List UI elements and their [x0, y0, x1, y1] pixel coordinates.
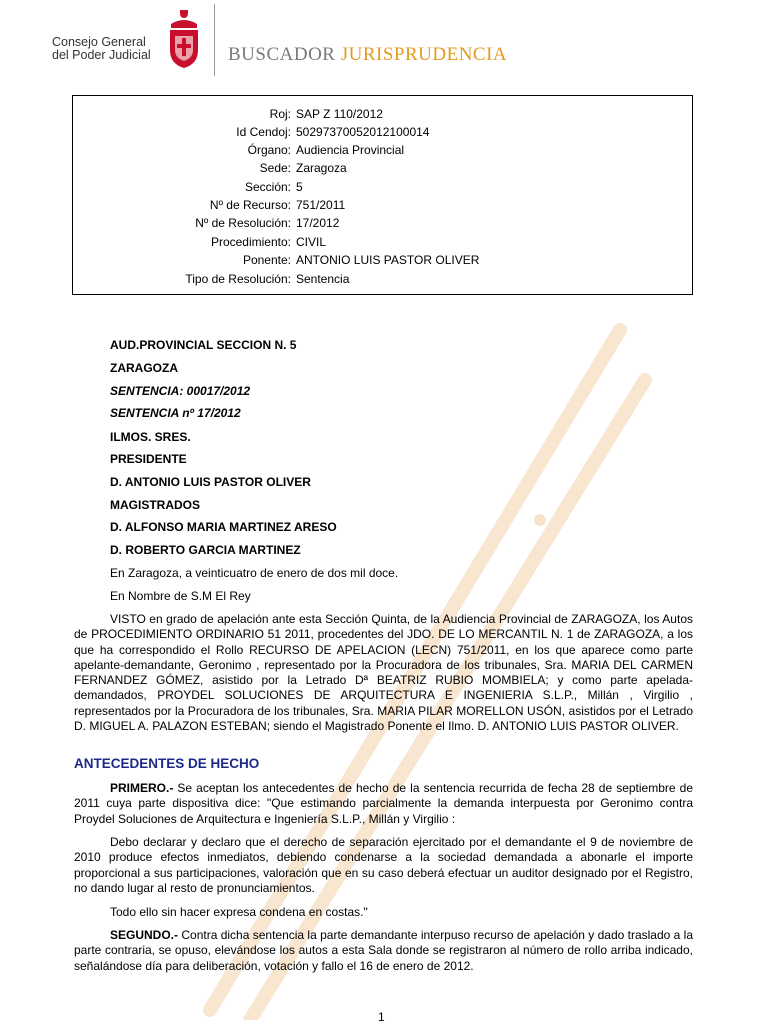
meta-value: SAP Z 110/2012	[296, 107, 383, 121]
magistrates-heading: MAGISTRADOS	[110, 498, 200, 512]
meta-value: 751/2011	[296, 198, 346, 212]
court-heading: AUD.PROVINCIAL SECCION N. 5	[110, 338, 297, 352]
brand-title	[228, 44, 507, 66]
meta-label: Nº de Resolución:	[195, 216, 291, 230]
brand-part1: BUSCADOR	[228, 44, 341, 65]
city-heading: ZARAGOZA	[110, 361, 178, 375]
sentence-number-alt: SENTENCIA nº 17/2012	[110, 406, 241, 420]
meta-value: ANTONIO LUIS PASTOR OLIVER	[296, 253, 480, 267]
in-name-of-king: En Nombre de S.M El Rey	[110, 589, 251, 603]
meta-value: Sentencia	[296, 272, 350, 286]
segundo-text: Contra dicha sentencia la parte demandante interpuso recurso de apelación y dado traslado a la parte contraria, se opuso, elevándose los autos a esta Sala donde se registraron al número de rollo arriba indicado, señalándose día para deliberación, votación y fallo el 16 de enero de 2012.	[74, 928, 694, 973]
president-name: D. ANTONIO LUIS PASTOR OLIVER	[110, 475, 311, 489]
judges-heading: ILMOS. SRES.	[110, 430, 191, 444]
page-header	[0, 0, 768, 80]
meta-label: Nº de Recurso:	[209, 198, 291, 212]
primero-text: Se aceptan los antecedentes de hecho de la sentencia recurrida de fecha 28 de septiembre de 2011 cuya parte dispositiva dice: "Que estimando parcialmente la demanda interpuesta por Geronimo contra Proydel Soluciones de Arquitectura e Ingeniería S.L.P., Millán y Virgilio :	[74, 781, 693, 826]
sentence-number: SENTENCIA: 00017/2012	[110, 384, 251, 398]
org-name	[52, 36, 151, 62]
meta-value: 50297370052012100014	[296, 125, 430, 139]
magistrate-name: D. ROBERTO GARCIA MARTINEZ	[110, 543, 301, 557]
meta-value: 5	[296, 180, 303, 194]
meta-label: Procedimiento:	[210, 235, 291, 249]
primero-paragraph	[74, 781, 693, 827]
section-title: ANTECEDENTES DE HECHO	[74, 756, 260, 771]
meta-label: Roj:	[269, 107, 291, 121]
meta-label: Órgano:	[247, 143, 291, 157]
meta-label: Sede:	[259, 161, 291, 175]
visto-paragraph: VISTO en grado de apelación ante esta Sección Quinta, de la Audiencia Provincial de ZARAGOZA, los Autos de PROCEDIMIENTO ORDINARIO 51 2011, procedentes del JDO. DE LO MERCANTIL N. 1 de ZARAGOZA, a los que ha correspondido el Rollo RECURSO DE APELACION (LECN) 751/2011, en los que aparece como parte apelante-demandante, Geronimo , representado por la Procuradora de los tribunales, Sra. MARIA DEL CARMEN FERNANDEZ GÓMEZ, asistido por la Letrado Dª BEATRIZ RUBIO MOMBIELA; y como parte apelada-demandados, PROYDEL SOLUCIONES DE ARQUITECTURA E INGENIERIA S.L.P., Millán , Virgilio , representados por la Procuradora de los tribunales, Sra. MARIA PILAR MORELLON USÓN, asistidos por el Letrado D. MIGUEL A. PALAZON ESTEBAN; siendo el Magistrado Ponente el Ilmo. D. ANTONIO LUIS PASTOR OLIVER.	[74, 612, 693, 734]
meta-value: 17/2012	[296, 216, 340, 230]
coat-of-arms-icon	[165, 6, 203, 70]
president-heading: PRESIDENTE	[110, 452, 187, 466]
todo-paragraph: Todo ello sin hacer expresa condena en costas."	[110, 905, 368, 919]
meta-value: CIVIL	[296, 235, 327, 249]
meta-value: Zaragoza	[296, 161, 347, 175]
page-number: 1	[378, 1010, 385, 1024]
place-date: En Zaragoza, a veinticuatro de enero de dos mil doce.	[110, 566, 399, 580]
magistrate-name: D. ALFONSO MARIA MARTINEZ ARESO	[110, 520, 337, 534]
org-name-line2: del Poder Judicial	[52, 48, 151, 62]
segundo-paragraph	[74, 928, 693, 974]
meta-label: Tipo de Resolución:	[185, 272, 291, 286]
segundo-label: SEGUNDO.-	[110, 928, 179, 942]
metadata-box	[72, 95, 693, 295]
primero-label: PRIMERO.-	[110, 781, 174, 795]
header-divider	[214, 4, 215, 76]
meta-value: Audiencia Provincial	[296, 143, 405, 157]
meta-label: Ponente:	[242, 253, 291, 267]
debo-paragraph: Debo declarar y declaro que el derecho de separación ejercitado por el demandante el 9 de noviembre de 2010 produce efectos inmediatos, debiendo condenarse a la sociedad demandada a abonarle el importe proporcional a sus participaciones, valoración que en su caso deberá efectuar un auditor designado por el Registro, no dando lugar al resto de pronunciamientos.	[74, 835, 693, 895]
brand-part2: JURISPRUDENCIA	[340, 44, 508, 65]
meta-label: Id Cendoj:	[236, 125, 291, 139]
meta-label: Sección:	[244, 180, 291, 194]
org-name-line1: Consejo General	[52, 35, 146, 49]
